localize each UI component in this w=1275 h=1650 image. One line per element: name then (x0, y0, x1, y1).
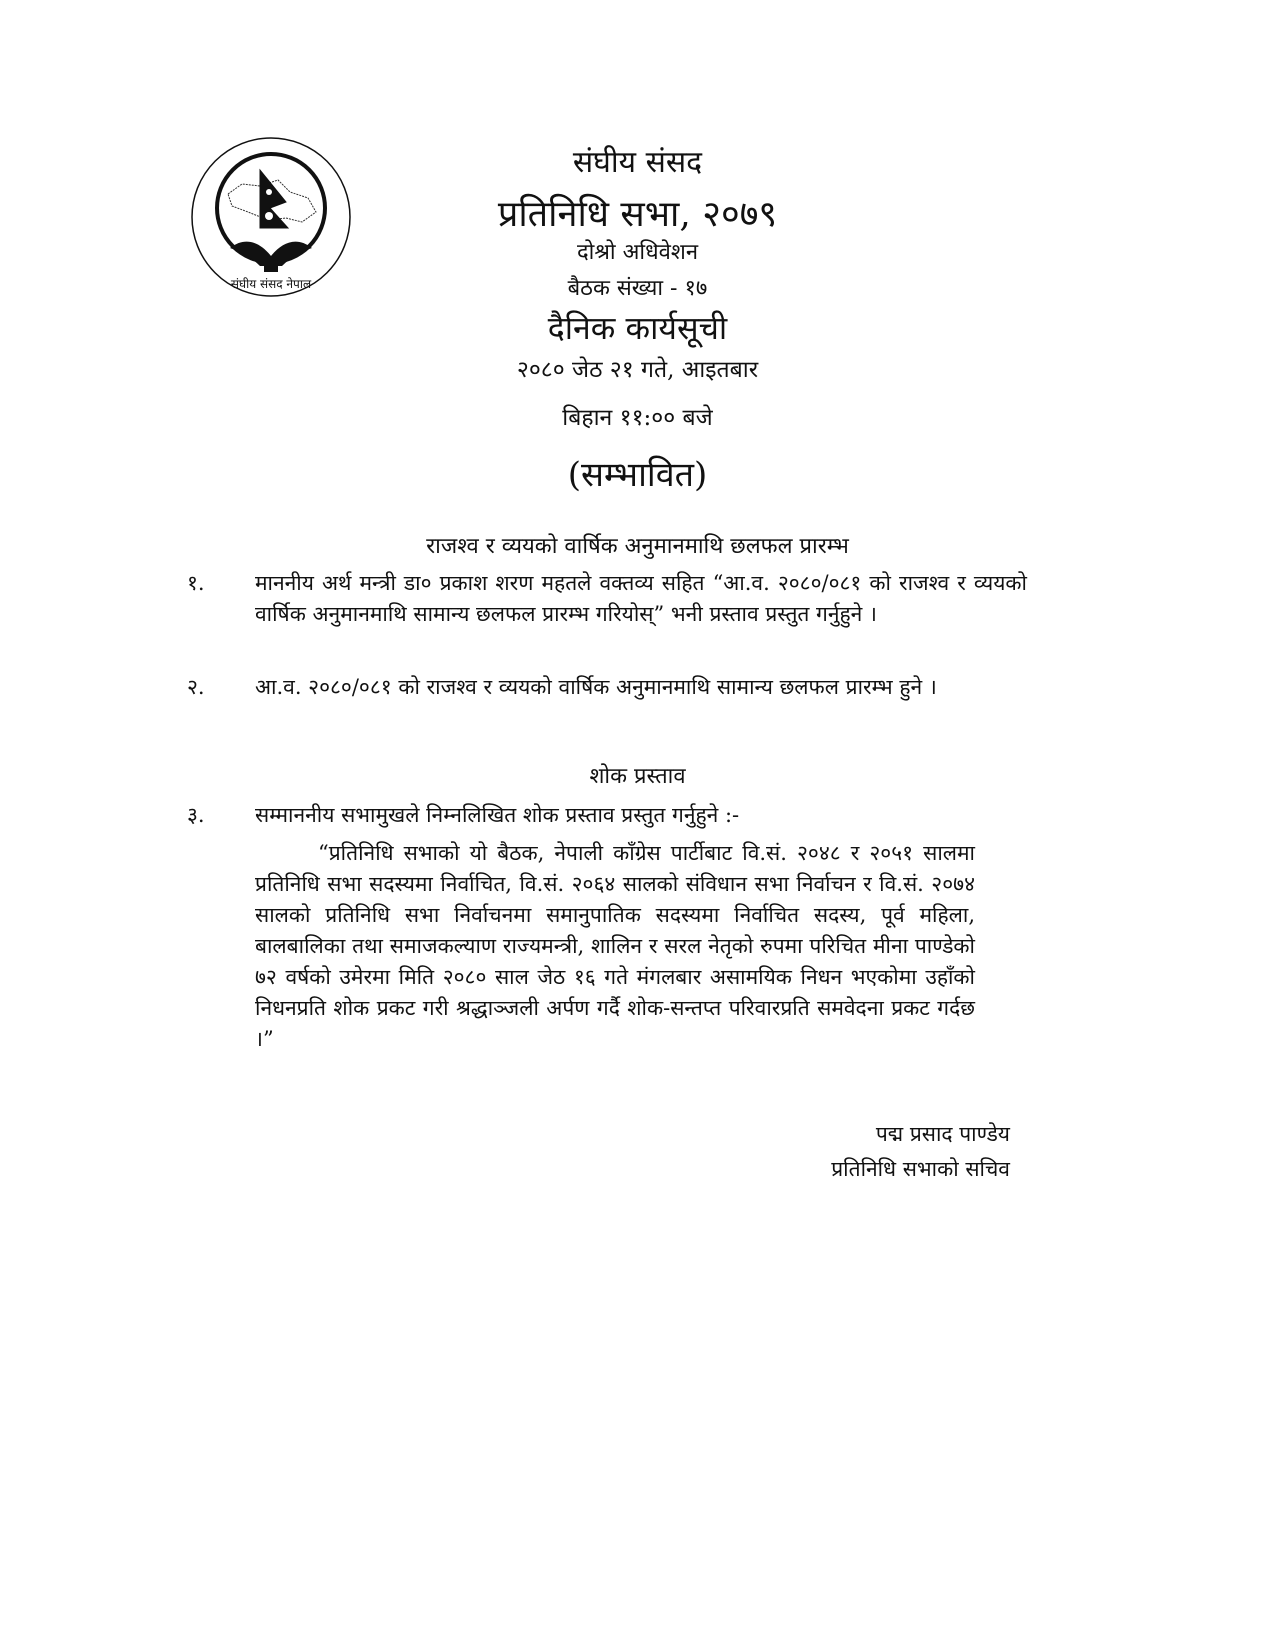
section-title-budget-discussion: राजश्व र व्ययको वार्षिक अनुमानमाथि छलफल प्रारम्भ (426, 534, 849, 559)
agenda-item-text: सम्माननीय सभामुखले निम्नलिखित शोक प्रस्ताव प्रस्तुत गर्नुहुने :- (255, 803, 740, 827)
document-title: दैनिक कार्यसूची (547, 309, 728, 347)
meeting-time: बिहान ११:०० बजे (562, 405, 713, 431)
section-title-condolence: शोक प्रस्ताव (589, 764, 686, 789)
svg-text:संघीय संसद नेपाल: संघीय संसद नेपाल (230, 277, 312, 291)
status-label: (सम्भावित) (567, 455, 708, 495)
agenda-item-number: १. (187, 571, 205, 595)
meeting-date: २०८० जेठ २१ गते, आइतबार (516, 357, 759, 383)
meeting-number: बैठक संख्या - १७ (567, 276, 708, 301)
agenda-item-number: ३. (187, 803, 205, 827)
signatory-designation: प्रतिनिधि सभाको सचिव (831, 1157, 1010, 1181)
condolence-motion-quote: “प्रतिनिधि सभाको यो बैठक, नेपाली काँग्रेस पार्टीबाट वि.सं. २०४८ र २०५१ सालमा प्रतिनिधि सभा सदस्यमा निर्वाचित, वि.सं. २०६४ सालको संविधान सभा निर्वाचन र वि.सं. २०७४ सालको प्रतिनिधि सभा निर्वाचनमा समानुपातिक सदस्यमा निर्वाचित सदस्य, पूर्व महिला, बालबालिका तथा समाजकल्याण राज्यमन्त्री, शालिन र सरल नेतृको रुपमा परिचित मीना पाण्डेको ७२ वर्षको उमेरमा मिति २०८० साल जेठ १६ गते मंगलबार असामयिक निधन भएकोमा उहाँको निधनप्रति शोक प्रकट गरी श्रद्धाञ्जली अर्पण गर्दै शोक-सन्तप्त परिवारप्रति समवेदना प्रकट गर्दछ ।” (255, 841, 975, 1051)
agenda-item-text: माननीय अर्थ मन्त्री डा० प्रकाश शरण महतले वक्तव्य सहित “आ.व. २०८०/०८१ को राजश्व र व्ययको वार्षिक अनुमानमाथि सामान्य छलफल प्रारम्भ गरियोस्” भनी प्रस्ताव प्रस्तुत गर्नुहुने । (255, 571, 1027, 626)
parliament-name: संघीय संसद (572, 145, 703, 180)
agenda-item-text: आ.व. २०८०/०८१ को राजश्व र व्ययको वार्षिक अनुमानमाथि सामान्य छलफल प्रारम्भ हुने । (255, 675, 937, 699)
session-label: दोश्रो अधिवेशन (576, 240, 699, 265)
signatory-name: पद्म प्रसाद पाण्डेय (875, 1122, 1010, 1146)
agenda-item-number: २. (187, 675, 205, 699)
house-name-year: प्रतिनिधि सभा, २०७९ (497, 194, 778, 235)
